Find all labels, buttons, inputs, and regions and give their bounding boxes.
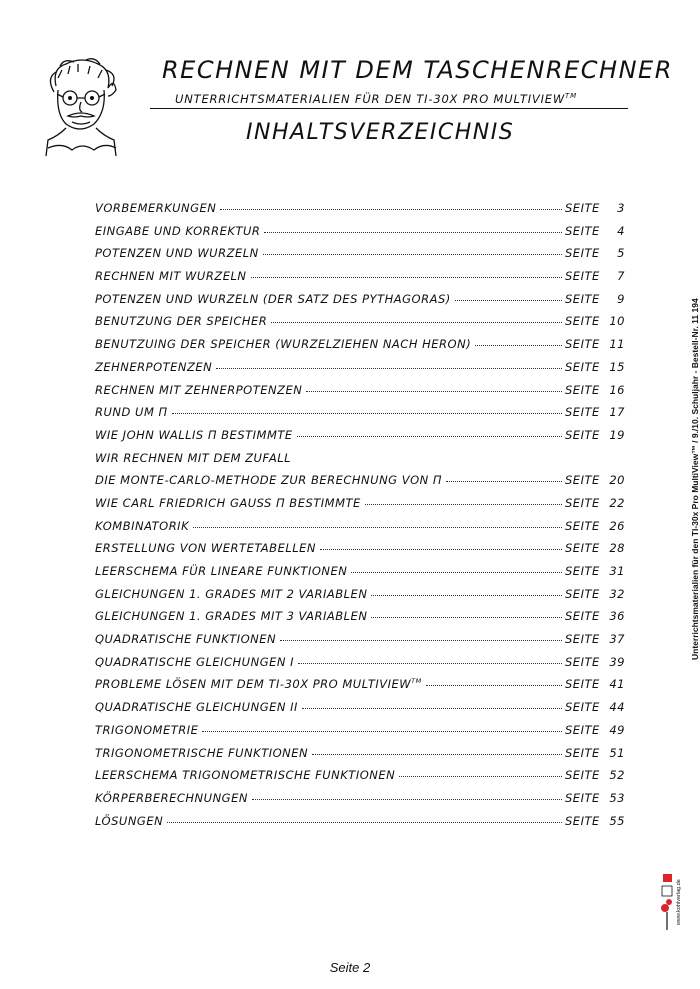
toc-leader-dots: [251, 277, 563, 278]
publisher-url: www.kohlverlag.de: [676, 879, 682, 925]
toc-entry: [95, 451, 625, 474]
toc-entry-title: [95, 700, 298, 714]
toc-entry-title-text: RECHNEN MIT WURZELN: [95, 269, 247, 284]
toc-entry-title: [95, 564, 347, 578]
toc-seite-label: SEITE: [565, 314, 600, 329]
toc-page-number: 26: [609, 518, 625, 533]
toc-leader-dots: [220, 209, 562, 210]
toc-entry-title: [95, 337, 471, 351]
toc-entry-title-text: KOMBINATORIK: [95, 518, 190, 533]
toc-seite-label: SEITE: [565, 291, 600, 306]
toc-entry-title: [95, 496, 361, 510]
document-subtitle: [175, 92, 577, 106]
header-rule: [150, 108, 628, 109]
toc-page-number: 53: [609, 790, 625, 805]
toc-entry-title: [95, 428, 293, 442]
toc-entry-title: [95, 723, 198, 737]
toc-entry: [95, 768, 625, 791]
toc-seite-label: SEITE: [565, 201, 600, 215]
toc-entry: [95, 246, 625, 269]
toc-leader-dots: [399, 776, 562, 777]
toc-entry: [95, 428, 625, 451]
toc-seite-label: SEITE: [565, 223, 600, 238]
toc-entry: [95, 224, 625, 247]
toc-entry-title: [95, 360, 212, 374]
toc-entry-title: [95, 655, 294, 669]
toc-entry-title: [95, 519, 189, 533]
toc-entry: [95, 405, 625, 428]
toc-page-number: 5: [617, 246, 625, 261]
toc-entry-title-text: QUADRATISCHE GLEICHUNGEN I: [95, 654, 295, 669]
toc-page-number: 41: [609, 677, 625, 692]
toc-leader-dots: [320, 549, 562, 550]
toc-leader-dots: [351, 572, 562, 573]
toc-leader-dots: [365, 504, 562, 505]
toc-page-number: 22: [609, 495, 625, 510]
toc-entry: [95, 700, 625, 723]
toc-seite-label: SEITE: [565, 382, 600, 397]
toc-leader-dots: [312, 754, 562, 755]
document-title: RECHNEN MIT DEM TASCHENRECHNER: [162, 56, 673, 84]
toc-entry-title: [95, 473, 442, 487]
toc-entry-title: [95, 201, 216, 215]
toc-entry-trademark: TM: [411, 677, 422, 686]
toc-entry: [95, 337, 625, 360]
toc-entry: [95, 201, 625, 224]
toc-page-number: 49: [609, 722, 625, 737]
toc-seite-label: SEITE: [565, 632, 600, 647]
toc-entry-title: [95, 791, 248, 805]
toc-heading: INHALTSVERZEICHNIS: [246, 120, 515, 145]
toc-page-number: 9: [617, 291, 625, 306]
toc-seite-label: SEITE: [565, 541, 600, 556]
subtitle-text: UNTERRICHTSMATERIALIEN FÜR DEN TI-30X PRO MULTIVIEW: [175, 92, 565, 106]
table-of-contents: [95, 201, 625, 836]
toc-entry-title: [95, 814, 163, 828]
toc-entry-title: [95, 768, 395, 782]
toc-seite-label: SEITE: [565, 790, 600, 805]
toc-page-number: 4: [617, 223, 625, 238]
toc-entry-title-text: LEERSCHEMA FÜR LINEARE FUNKTIONEN: [95, 564, 348, 578]
toc-entry: [95, 473, 625, 496]
footer-page-number: Seite 2: [329, 960, 371, 975]
toc-entry-title-text: TRIGONOMETRIE: [95, 722, 199, 737]
toc-entry-title: [95, 224, 260, 238]
toc-seite-label: SEITE: [565, 677, 600, 692]
toc-entry-title: [95, 541, 316, 555]
toc-leader-dots: [280, 640, 562, 641]
toc-entry-title-text: DIE MONTE-CARLO-METHODE ZUR BERECHNUNG VON Π: [95, 473, 443, 488]
toc-entry-title-text: GLEICHUNGEN 1. GRADES MIT 2 VARIABLEN: [95, 586, 368, 601]
publisher-logo: [660, 872, 674, 934]
toc-entry: [95, 383, 625, 406]
toc-entry-title-text: ERSTELLUNG VON WERTETABELLEN: [95, 541, 317, 556]
toc-entry-title-text: GLEICHUNGEN 1. GRADES MIT 3 VARIABLEN: [95, 609, 368, 624]
toc-entry-title-text: QUADRATISCHE GLEICHUNGEN II: [95, 700, 298, 715]
toc-entry-title: [95, 314, 267, 328]
toc-entry-title-text: LÖSUNGEN: [95, 813, 164, 828]
toc-leader-dots: [216, 368, 562, 369]
toc-entry-title: [95, 292, 451, 306]
toc-entry-title-text: KÖRPERBERECHNUNGEN: [95, 790, 248, 805]
toc-seite-label: SEITE: [565, 768, 600, 783]
toc-entry: [95, 519, 625, 542]
toc-page-number: 20: [609, 473, 625, 488]
toc-leader-dots: [264, 232, 562, 233]
toc-entry-title-text: LEERSCHEMA TRIGONOMETRISCHE FUNKTIONEN: [95, 768, 396, 783]
toc-seite-label: SEITE: [565, 246, 600, 261]
toc-entry: [95, 723, 625, 746]
toc-entry-title-text: BENUTZUNG DER SPEICHER: [95, 314, 268, 329]
toc-entry-title: [95, 405, 168, 419]
toc-page-number: 16: [609, 382, 625, 397]
toc-seite-label: SEITE: [565, 609, 600, 624]
toc-page-number: 3: [617, 201, 625, 215]
toc-entry-title-text: TRIGONOMETRISCHE FUNKTIONEN: [95, 745, 309, 760]
toc-page-number: 7: [617, 269, 625, 284]
toc-page-number: 37: [609, 632, 625, 647]
toc-page-number: 15: [609, 359, 625, 374]
toc-leader-dots: [202, 731, 562, 732]
toc-leader-dots: [252, 799, 562, 800]
toc-leader-dots: [371, 595, 562, 596]
toc-leader-dots: [302, 708, 562, 709]
toc-entry: [95, 791, 625, 814]
toc-seite-label: SEITE: [565, 700, 600, 715]
toc-seite-label: SEITE: [565, 405, 600, 420]
toc-entry-title-text: POTENZEN UND WURZELN: [95, 246, 259, 261]
toc-entry: [95, 632, 625, 655]
toc-seite-label: SEITE: [565, 337, 600, 352]
toc-entry-title-text: WIR RECHNEN MIT DEM ZUFALL: [95, 450, 292, 465]
toc-entry-title: [95, 246, 259, 260]
toc-entry: [95, 269, 625, 292]
toc-page-number: 32: [609, 586, 625, 601]
toc-entry: [95, 496, 625, 519]
toc-entry-title-text: RECHNEN MIT ZEHNERPOTENZEN: [95, 382, 303, 397]
toc-entry-title-text: PROBLEME LÖSEN MIT DEM TI-30X PRO MULTIVIEW: [95, 677, 412, 692]
toc-leader-dots: [371, 617, 562, 618]
toc-seite-label: SEITE: [565, 495, 600, 510]
toc-entry-title-text: EINGABE UND KORREKTUR: [95, 223, 261, 238]
toc-page-number: 31: [609, 564, 625, 578]
toc-page-number: 39: [609, 654, 625, 669]
toc-entry-title-text: WIE JOHN WALLIS Π BESTIMMTE: [95, 427, 293, 442]
toc-entry-title: [95, 451, 291, 465]
toc-entry-title-text: ZEHNERPOTENZEN: [95, 359, 213, 374]
toc-page-number: 10: [609, 314, 625, 329]
toc-seite-label: SEITE: [565, 518, 600, 533]
toc-seite-label: SEITE: [565, 427, 600, 442]
toc-entry: [95, 609, 625, 632]
toc-leader-dots: [475, 345, 562, 346]
toc-entry: [95, 541, 625, 564]
toc-seite-label: SEITE: [565, 745, 600, 760]
toc-page-number: 19: [609, 427, 625, 442]
toc-leader-dots: [306, 391, 562, 392]
toc-seite-label: SEITE: [565, 564, 600, 578]
toc-seite-label: SEITE: [565, 269, 600, 284]
side-order-info: Unterrichtsmaterialien für den TI-30x Pro MultiView™ / 9./10. Schuljahr - Bestell-Nr. 11 194: [690, 298, 700, 660]
toc-page-number: 11: [609, 337, 625, 352]
toc-page-number: 44: [609, 700, 625, 715]
toc-entry-title: [95, 269, 247, 283]
toc-entry-title-text: QUADRATISCHE FUNKTIONEN: [95, 632, 277, 647]
toc-entry-title-text: BENUTZUING DER SPEICHER (WURZELZIEHEN NACH HERON): [95, 337, 472, 352]
author-portrait-illustration: [42, 56, 120, 160]
toc-seite-label: SEITE: [565, 722, 600, 737]
toc-page-number: 17: [609, 405, 625, 420]
toc-entry-title: [95, 677, 422, 691]
toc-seite-label: SEITE: [565, 473, 600, 488]
toc-leader-dots: [426, 685, 562, 686]
toc-entry-title: [95, 383, 302, 397]
toc-leader-dots: [455, 300, 562, 301]
toc-seite-label: SEITE: [565, 586, 600, 601]
toc-entry-title: [95, 587, 367, 601]
toc-page-number: 36: [609, 609, 625, 624]
toc-page-number: 52: [609, 768, 625, 783]
toc-page-number: 55: [609, 813, 625, 828]
toc-entry: [95, 746, 625, 769]
toc-entry: [95, 677, 625, 700]
toc-leader-dots: [263, 254, 562, 255]
toc-entry-title: [95, 632, 276, 646]
toc-leader-dots: [271, 322, 562, 323]
toc-seite-label: SEITE: [565, 359, 600, 374]
toc-page-number: 28: [609, 541, 625, 556]
toc-entry: [95, 314, 625, 337]
toc-entry-title: [95, 609, 367, 623]
toc-page-number: 51: [609, 745, 625, 760]
toc-entry-title-text: WIE CARL FRIEDRICH GAUSS Π BESTIMMTE: [95, 495, 361, 510]
toc-entry: [95, 360, 625, 383]
toc-leader-dots: [172, 413, 562, 414]
toc-entry: [95, 292, 625, 315]
toc-leader-dots: [298, 663, 562, 664]
toc-leader-dots: [193, 527, 562, 528]
toc-entry: [95, 655, 625, 678]
toc-entry: [95, 587, 625, 610]
toc-seite-label: SEITE: [565, 813, 600, 828]
toc-entry-title-text: RUND UM Π: [95, 405, 168, 420]
toc-entry-title-text: VORBEMERKUNGEN: [95, 201, 217, 215]
subtitle-trademark: TM: [565, 92, 577, 101]
toc-entry-title: [95, 746, 308, 760]
toc-entry-title-text: POTENZEN UND WURZELN (DER SATZ DES PYTHAGORAS): [95, 291, 451, 306]
toc-seite-label: SEITE: [565, 654, 600, 669]
toc-entry: [95, 564, 625, 587]
toc-entry: [95, 814, 625, 837]
toc-leader-dots: [297, 436, 562, 437]
toc-leader-dots: [446, 481, 562, 482]
toc-leader-dots: [167, 822, 562, 823]
